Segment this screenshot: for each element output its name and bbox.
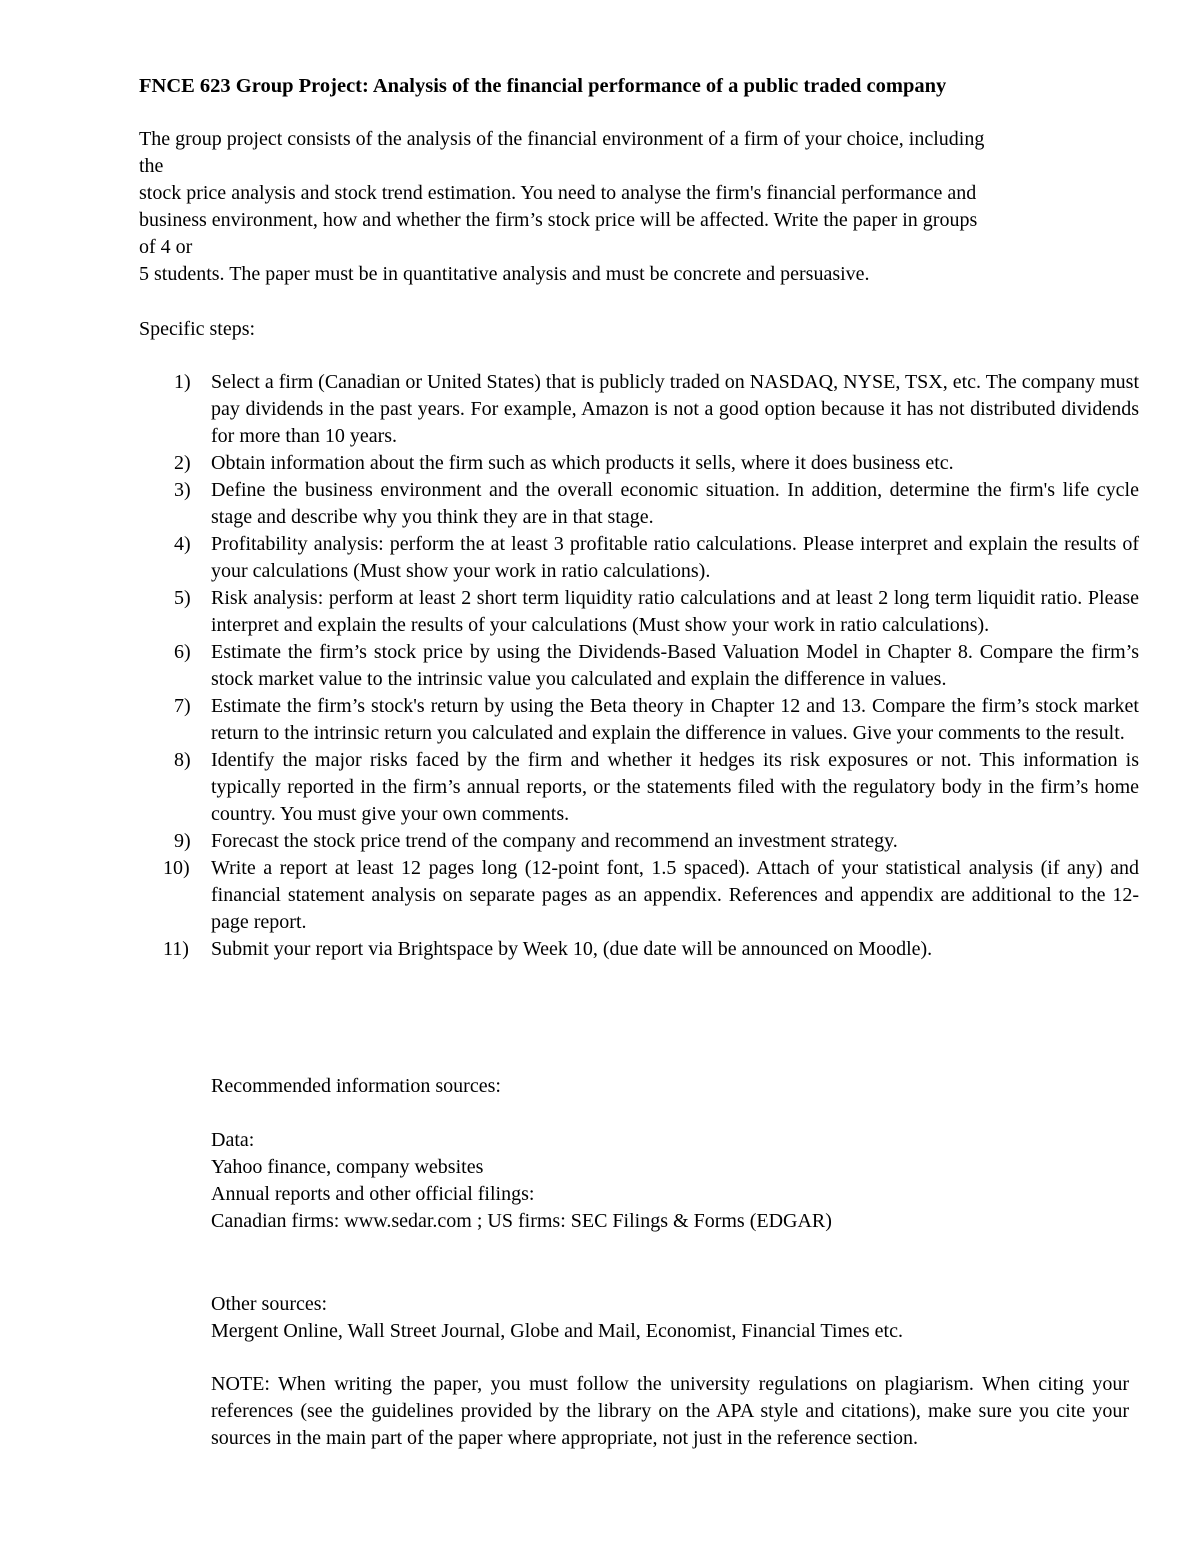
step-text: Write a report at least 12 pages long (12-point font, 1.5 spaced). Attach of your statistical analysis (if any) and financial statement analysis on separate pages as an appendix. References and appendix are additional to the 12-page report. <box>211 857 1139 933</box>
steps-list <box>139 369 1139 963</box>
step-item <box>139 477 1139 531</box>
step-number: 4) <box>174 533 191 555</box>
intro-line: of 4 or <box>139 236 193 258</box>
data-heading: Data: <box>211 1129 255 1151</box>
step-number: 2) <box>174 452 191 474</box>
step-text: Estimate the firm’s stock price by using the Dividends-Based Valuation Model in Chapter 8. Compare the firm’s stock market value to the intrinsic value you calculated and explain the difference in values. <box>211 641 1139 690</box>
other-sources <box>211 1291 1139 1345</box>
step-text: Estimate the firm’s stock's return by using the Beta theory in Chapter 12 and 13. Compare the firm’s stock market return to the intrinsic return you calculated and explain the difference in values. Give your comments to the result. <box>211 695 1139 744</box>
intro-paragraph <box>139 126 1139 288</box>
step-item <box>139 936 1139 963</box>
step-number: 7) <box>174 695 191 717</box>
intro-line: stock price analysis and stock trend estimation. You need to analyse the firm's financial performance and <box>139 182 977 204</box>
step-number: 6) <box>174 641 191 663</box>
other-sources-heading: Other sources: <box>211 1293 328 1315</box>
step-item <box>139 450 1139 477</box>
steps-heading: Specific steps: <box>139 318 256 340</box>
step-text: Identify the major risks faced by the firm and whether it hedges its risk exposures or not. This information is typically reported in the firm’s annual reports, or the statements filed with the regulatory body in the firm’s home country. You must give your own comments. <box>211 749 1139 825</box>
data-source-line: Yahoo finance, company websites <box>211 1156 484 1178</box>
step-item <box>139 369 1139 450</box>
step-number: 8) <box>174 749 191 771</box>
data-source-line: Annual reports and other official filings: <box>211 1183 535 1205</box>
intro-line: business environment, how and whether the firm’s stock price will be affected. Write the paper in groups <box>139 209 978 231</box>
intro-line: 5 students. The paper must be in quantitative analysis and must be concrete and persuasive. <box>139 263 870 285</box>
plagiarism-note: NOTE: When writing the paper, you must follow the university regulations on plagiarism. When citing your references (see the guidelines provided by the library on the APA style and citations), make sure you cite your sources in the main part of the paper where appropriate, not just in the reference section. <box>211 1373 1129 1449</box>
step-text: Profitability analysis: perform the at least 3 profitable ratio calculations. Please interpret and explain the results of your calculations (Must show your work in ratio calculations). <box>211 533 1139 582</box>
step-item <box>139 531 1139 585</box>
step-item <box>139 855 1139 936</box>
intro-line: The group project consists of the analysis of the financial environment of a firm of your choice, including <box>139 128 985 150</box>
data-source-line: Canadian firms: www.sedar.com ; US firms: SEC Filings & Forms (EDGAR) <box>211 1210 832 1232</box>
other-sources-line: Mergent Online, Wall Street Journal, Globe and Mail, Economist, Financial Times etc. <box>211 1320 903 1342</box>
intro-line: the <box>139 155 164 177</box>
document-title: FNCE 623 Group Project: Analysis of the financial performance of a public traded company <box>139 75 947 97</box>
step-number: 9) <box>174 830 191 852</box>
step-text: Forecast the stock price trend of the company and recommend an investment strategy. <box>211 830 898 852</box>
step-number: 10) <box>163 857 190 879</box>
step-number: 5) <box>174 587 191 609</box>
step-number: 3) <box>174 479 191 501</box>
step-item <box>139 828 1139 855</box>
step-number: 11) <box>163 938 189 960</box>
step-item <box>139 639 1139 693</box>
step-text: Risk analysis: perform at least 2 short term liquidity ratio calculations and at least 2 long term liquidit ratio. Please interpret and explain the results of your calculations (Must show your work in ratio calculations). <box>211 587 1139 636</box>
step-item <box>139 693 1139 747</box>
step-text: Submit your report via Brightspace by Week 10, (due date will be announced on Moodle). <box>211 938 933 960</box>
step-number: 1) <box>174 371 191 393</box>
step-text: Define the business environment and the overall economic situation. In addition, determine the firm's life cycle stage and describe why you think they are in that stage. <box>211 479 1139 528</box>
data-sources <box>211 1127 1139 1235</box>
step-item <box>139 747 1139 828</box>
step-text: Obtain information about the firm such as which products it sells, where it does business etc. <box>211 452 954 474</box>
step-text: Select a firm (Canadian or United States) that is publicly traded on NASDAQ, NYSE, TSX, etc. The company must pay dividends in the past years. For example, Amazon is not a good option because it has not distributed dividends for more than 10 years. <box>211 371 1139 447</box>
step-item <box>139 585 1139 639</box>
recommended-sources-heading: Recommended information sources: <box>211 1075 501 1097</box>
